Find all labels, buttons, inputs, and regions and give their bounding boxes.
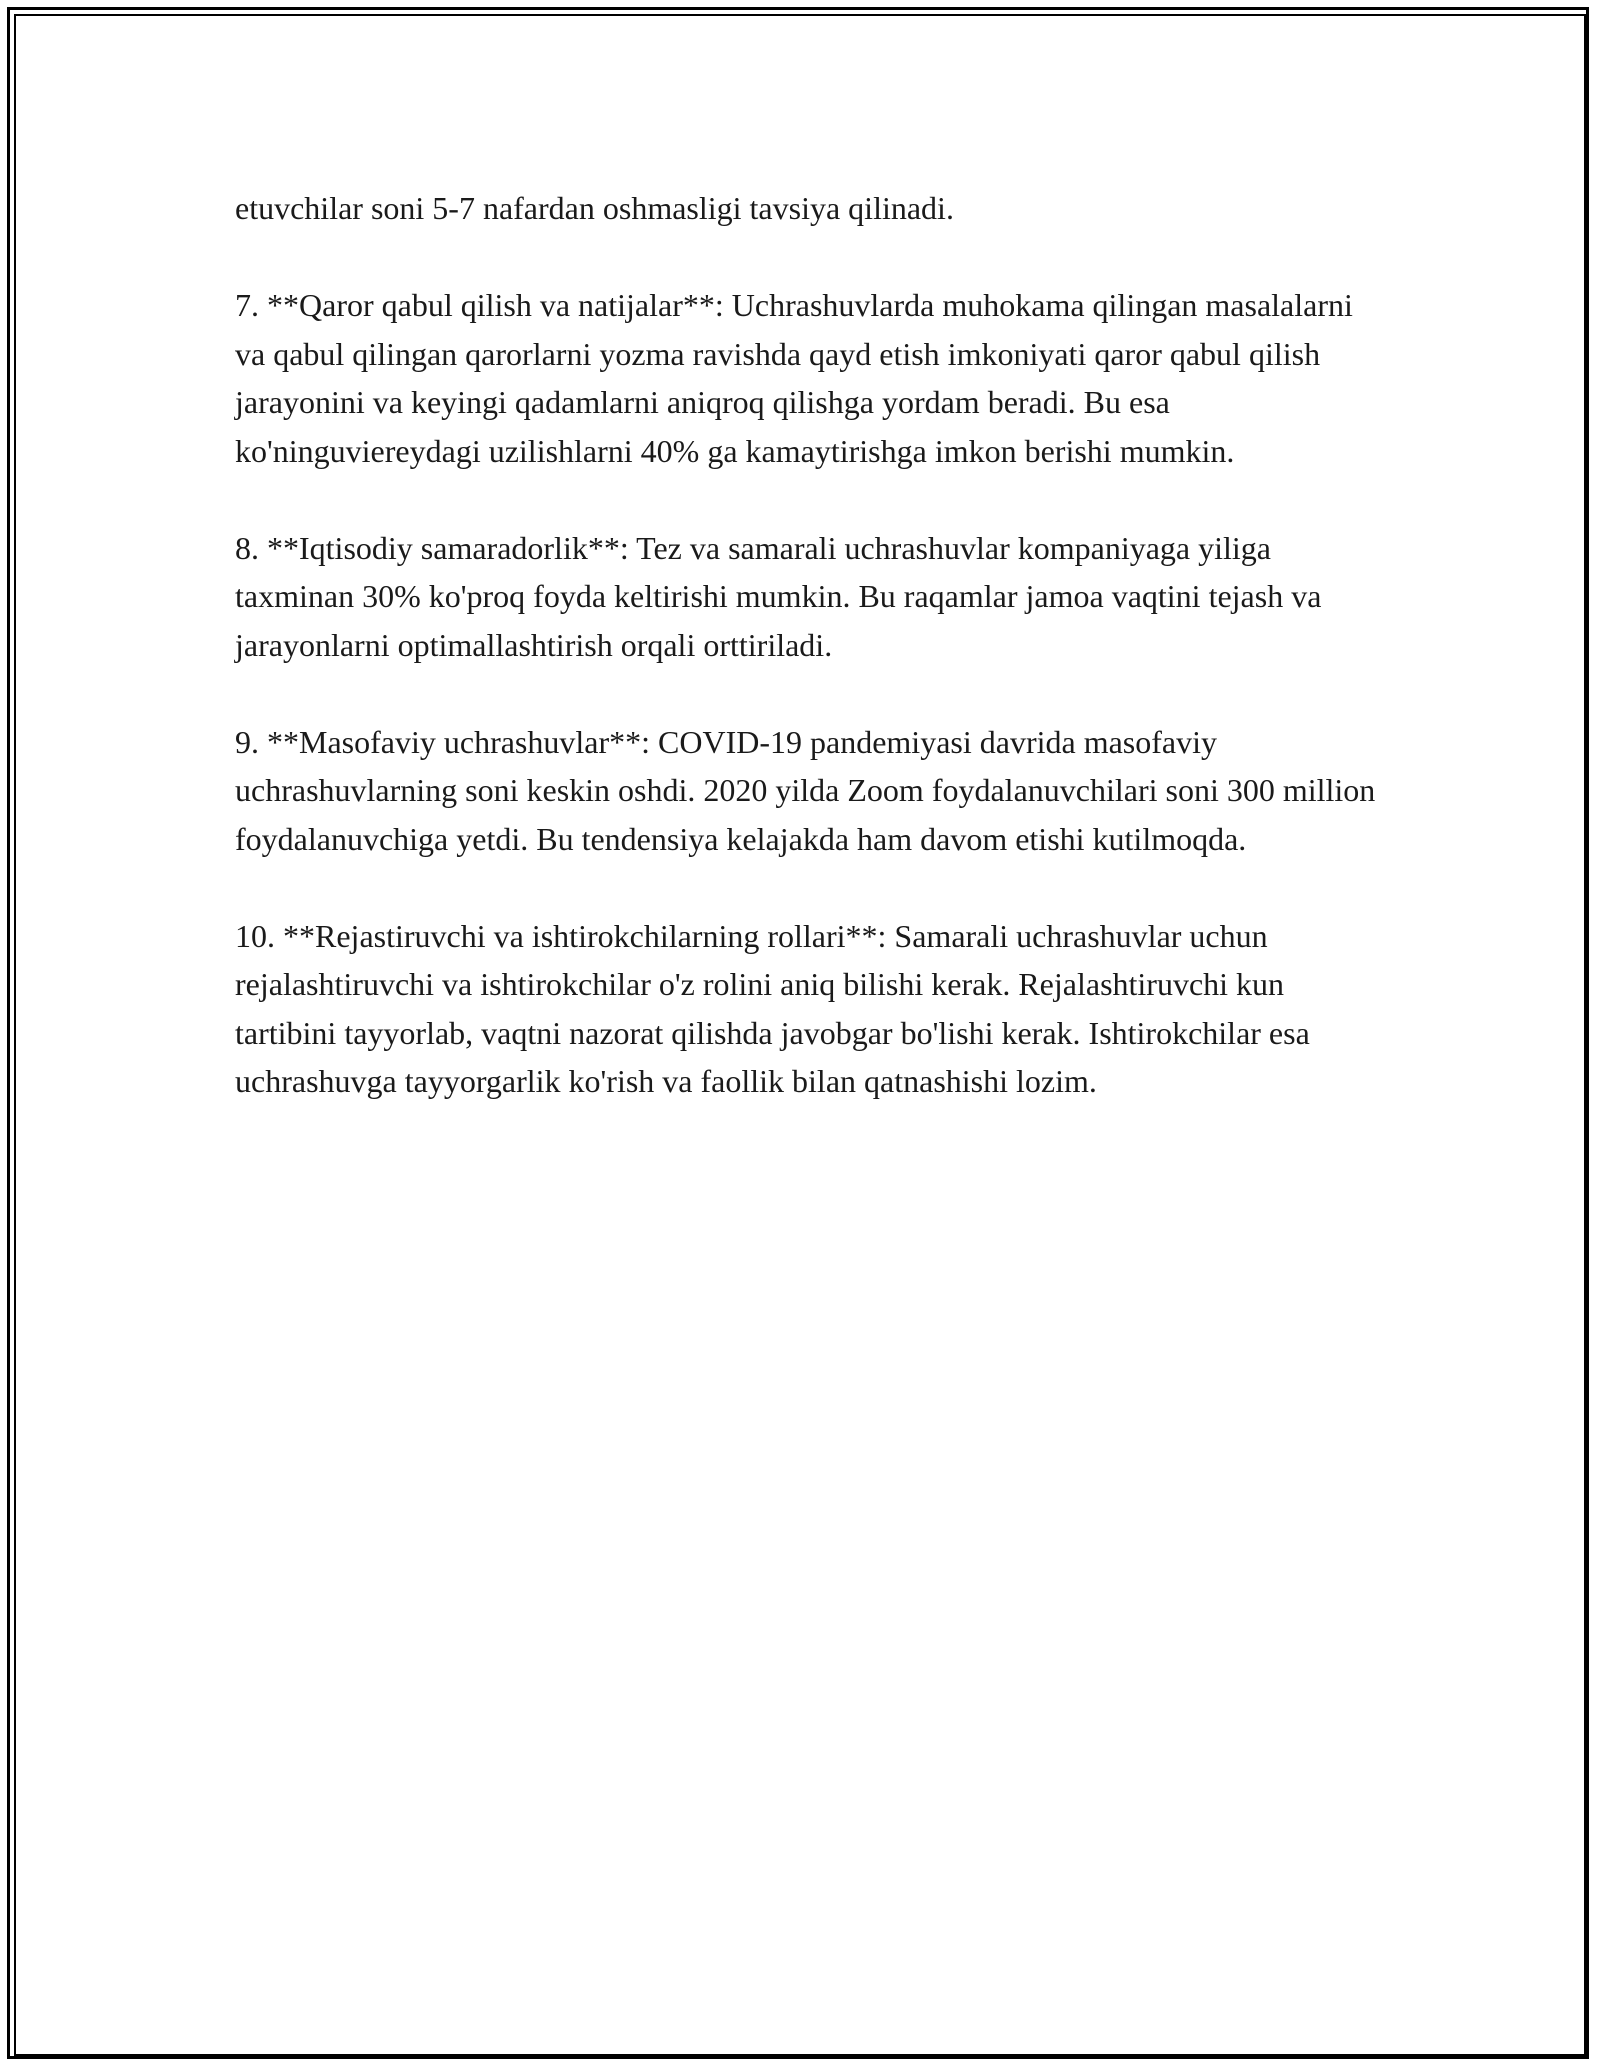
paragraph-item-9: 9. **Masofaviy uchrashuvlar**: COVID-19 pandemiyasi davrida masofaviy uchrashuvlarning soni keskin oshdi. 2020 yilda Zoom foydalanuvchilari soni 300 million foydalanuvchiga yetdi. Bu tendensiya kelajakda ham davom etishi kutilmoqda. [235, 723, 1376, 857]
paragraph-item-7: 7. **Qaror qabul qilish va natijalar**: Uchrashuvlarda muhokama qilingan masalalarni va qabul qilingan qarorlarni yozma ravishda qayd etish imkoniyati qaror qabul qilish jarayonini va keyingi qadamlarni aniqroq qilishga yordam beradi. Bu esa ko'ninguviereydagi uzilishlarni 40% ga kamaytirishga imkon berishi mumkin. [235, 287, 1353, 469]
paragraph-continuation: etuvchilar soni 5-7 nafardan oshmasligi tavsiya qilinadi. [235, 190, 954, 226]
document-body [235, 184, 1385, 1154]
paragraph-item-8: 8. **Iqtisodiy samaradorlik**: Tez va samarali uchrashuvlar kompaniyaga yiliga taxminan 30% ko'proq foyda keltirishi mumkin. Bu raqamlar jamoa vaqtini tejash va jarayonlarni optimallashtirish orqali orttiriladi. [235, 529, 1322, 663]
paragraph-item-10: 10. **Rejastiruvchi va ishtirokchilarning rollari**: Samarali uchrashuvlar uchun rejalashtiruvchi va ishtirokchilar o'z rolini aniq bilishi kerak. Rejalashtiruvchi kun tartibini tayyorlab, vaqtni nazorat qilishda javobgar bo'lishi kerak. Ishtirokchilar esa uchrashuvga tayyorgarlik ko'rish va faollik bilan qatnashishi lozim. [235, 917, 1310, 1099]
